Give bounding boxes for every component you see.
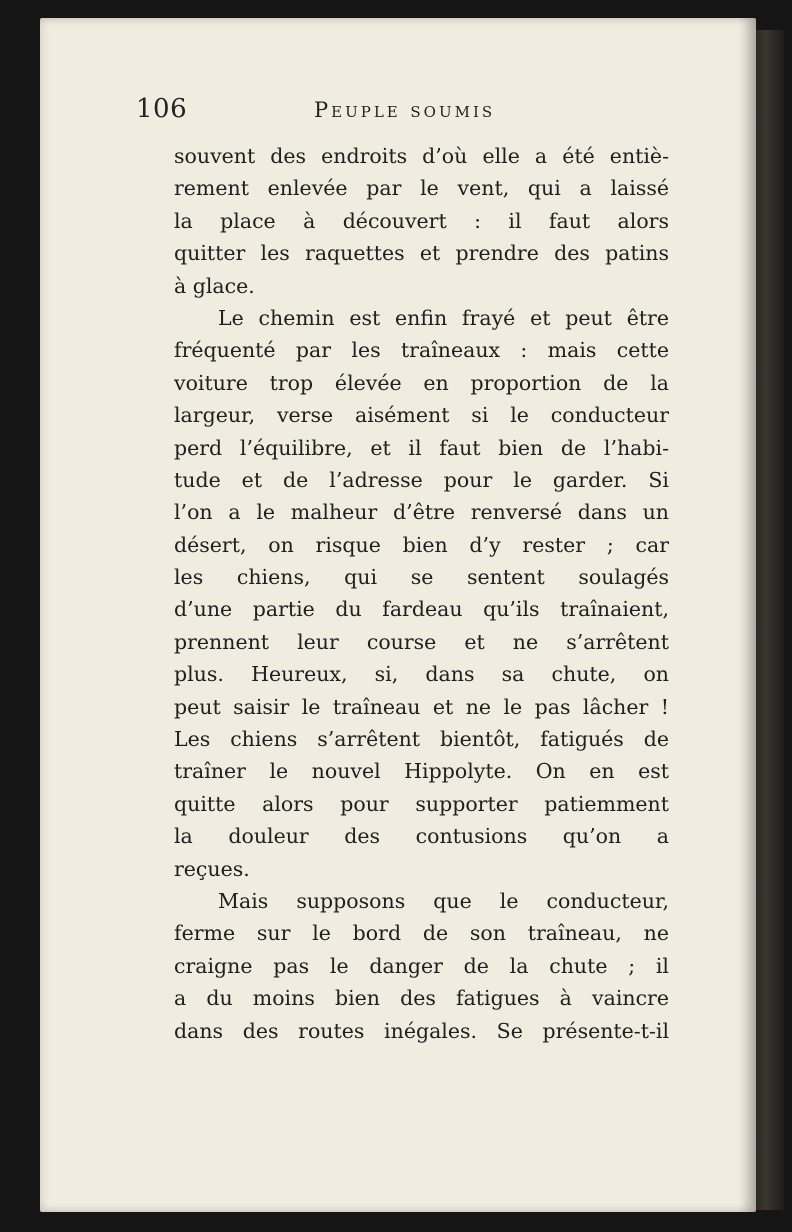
- text-line: Les chiens s’arrêtent bientôt, fatigués de: [174, 727, 669, 752]
- text-line: tude et de l’adresse pour le garder. Si: [174, 467, 669, 492]
- text-line: quitte alors pour supporter patiemment: [174, 791, 669, 816]
- adjacent-page-edge: [754, 30, 784, 1210]
- text-line: craigne pas le danger de la chute ; il: [174, 953, 669, 978]
- text-line: a du moins bien des fatigues à vaincre: [174, 986, 669, 1011]
- text-line: désert, on risque bien d’y rester ; car: [174, 532, 669, 557]
- text-line: peut saisir le traîneau et ne le pas lâcher !: [174, 694, 669, 719]
- text-line: la douleur des contusions qu’on a: [174, 824, 669, 849]
- text-line: la place à découvert : il faut alors: [174, 208, 669, 233]
- text-line: rement enlevée par le vent, qui a laissé: [174, 176, 669, 201]
- text-line: dans des routes inégales. Se présente-t-il: [174, 1018, 669, 1043]
- text-line: largeur, verse aisément si le conducteur: [174, 403, 669, 428]
- text-line: souvent des endroits d’où elle a été entiè-: [174, 144, 669, 168]
- text-line: prennent leur course et ne s’arrêtent: [174, 629, 669, 654]
- text-line: traîner le nouvel Hippolyte. On en est: [174, 759, 669, 784]
- text-line: Mais supposons que le conducteur,: [218, 888, 669, 913]
- text-line: reçues.: [174, 856, 250, 881]
- body-text: [174, 140, 669, 1047]
- text-line: à glace.: [174, 273, 255, 298]
- text-line: d’une partie du fardeau qu’ils traînaient,: [174, 597, 669, 622]
- running-head: [136, 88, 536, 128]
- text-line: plus. Heureux, si, dans sa chute, on: [174, 662, 669, 687]
- page-number: 106: [136, 94, 188, 124]
- text-line: ferme sur le bord de son traîneau, ne: [174, 921, 669, 946]
- text-line: les chiens, qui se sentent soulagés: [174, 565, 669, 590]
- text-line: quitter les raquettes et prendre des patins: [174, 241, 669, 266]
- text-line: perd l’équilibre, et il faut bien de l’habi-: [174, 435, 669, 460]
- text-line: voiture trop élevée en proportion de la: [174, 370, 669, 395]
- text-line: fréquenté par les traîneaux : mais cette: [174, 338, 669, 363]
- running-title: Peuple soumis: [314, 98, 496, 122]
- text-line: Le chemin est enfin frayé et peut être: [218, 305, 669, 330]
- text-line: l’on a le malheur d’être renversé dans un: [174, 500, 669, 525]
